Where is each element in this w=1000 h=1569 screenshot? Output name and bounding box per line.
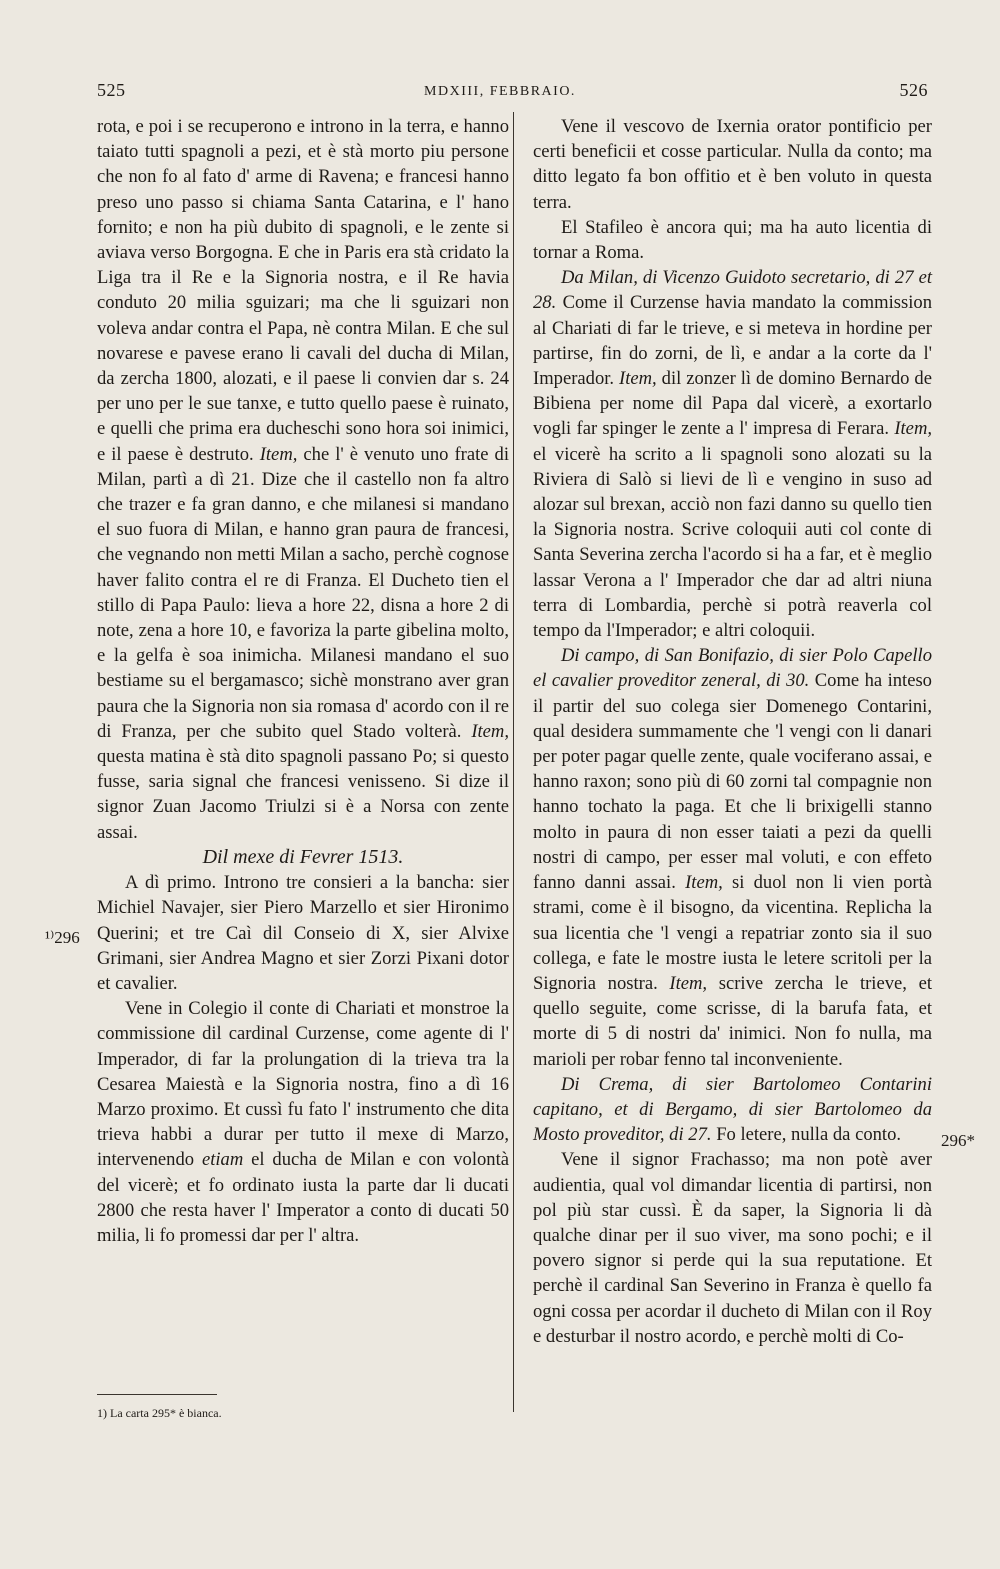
footnote-rule [97,1394,217,1395]
column-divider [513,112,514,1412]
italic-term: Item, [619,368,657,390]
paragraph [97,996,509,1248]
paragraph: Vene il vescovo de Ixernia orator pontificio per certi beneficii et cosse particular. Nulla da conto; ma ditto legato fa bon offitio et è ben voluto in questa terra. [533,116,932,213]
text-run: scrive zercha le trieve, et quello seguite, come scrisse, di la barufa fata, et morte di 5 di nostri da' inimici. Non fo nulla, ma marioli per robar fenno tal inconveniente. [533,972,932,1070]
paragraph: El Stafileo è ancora qui; ma ha auto licentia di tornar a Roma. [533,216,932,264]
right-page-number: 526 [899,80,928,100]
text-run: Vene in Colegio il conte di Chariati et monstroe la commissione dil cardinal Curzense, come agente di l' Imperador, di far la prolungation di la trieva tra la Cesarea Maiestà e la Signoria nostra, fino a dì 16 Marzo proximo. Et cussì fu fato l' instrumento che dita trieva habbi a durar per tutto il mexe di Marzo, intervenendo [97,998,509,1171]
italic-heading: Di campo, di San Bonifazio, di sier Polo Capello el cavalier proveditor zeneral, di 30. [533,645,932,692]
paragraph [533,1072,932,1148]
margin-folio-right: 296* [941,1131,975,1150]
italic-heading: Da Milan, di Vicenzo Guidoto secretario, di 27 et 28. [533,267,932,314]
italic-term: Item, [259,443,298,465]
italic-term: Item, [894,418,933,440]
text-run: el vicerè ha scrito a li spagnoli sono alozati su la Riviera di Salò si lievi de lì e vengino in suso ad alozar sul brexan, acciò non fazi danno su quello tien la Signoria nostra. Scrive coloquii auti col conte di Santa Severina zercha l'acordo si ha a far, et è meglio lassar Verona a l' Imperador che dar ad altri niuna terra di Lombardia, perchè si potrà reaverla col tempo da l'Imperador; e altri coloquii. [533,443,932,642]
margin-folio-left: ¹⁾296 [45,928,80,947]
text-run: Come il Curzense havia mandato la commission al Chariati di far le trieve, e si meteva in hordine per partirse, fin do zorni, de lì, e andar a la corte da l' Imperador. [533,292,932,390]
left-column [97,114,509,1248]
left-page-number: 525 [97,80,126,100]
italic-term: Item, [685,872,723,894]
text-run: si duol non li vien portà strami, come è il bisogno, da vicentina. Replicha la sua licentia che 'l vengi a repatriar zonto sia il suo collega, e fate le mostre iusta le letere scritoli per la Signoria nostra. [533,872,932,994]
running-title: MDXIII, FEBBRAIO. [424,84,576,99]
text-run: dil zonzer lì de domino Bernardo de Bibiena per nome dil Papa dal vicerè, a exortarlo vogli far spinger le zente a l' impresa di Ferara. [533,368,932,440]
text-run: Come ha inteso il partir del suo colega sier Domenego Contarini, qual desidera summamente che 'l vengi con li danari per poter pagar quelle zente, quale vociferano assai, e hanno raxon; sono più di 60 zorni tal compagnie non hanno tochato la paga. Et che li brixigelli stanno molto in paura di non esser taiati a pezi da quelli nostri di campo, per esser mal voluti, e con effeto fanno danni assai. [533,670,932,894]
paragraph [533,643,932,1071]
paragraph: A dì primo. Introno tre consieri a la bancha: sier Michiel Navajer, sier Piero Marzello et sier Hironimo Querini; et tre Caì dil Conseio di X, sier Alvixe Grimani, sier Andrea Magno et sier Zorzi Pixani dotor et cavalier. [97,872,509,994]
text-run: questa matina è stà dito spagnoli passano Po; si questo fusse, saria signal che francesi venisseno. Si dize il signor Zuan Jacomo Triulzi si è a Norsa con zente assai. [97,746,509,843]
text-run: che l' è venuto uno frate di Milan, partì a dì 21. Dize che il castello non fa altro che trazer e fa gran danno, e che milanesi si mandano el suo fuora di Milan, e hanno gran paura de francesi, che vegnando non metti Milan a sacho, perchè cognose haver falito contra el re di Franza. El Ducheto tien el stillo di Papa Paulo: lieva a hore 22, disna a hore 2 di note, zena a hore 10, e favoriza la parte gibelina molto, e la gelfa è soa inimicha. Milanesi mandano el suo bestiame su el bergamasco; sichè monstrano aver gran paura che la Signoria non sia romasa d' acordo con il re di Franza, per che subito quel Stado volterà. [97,443,510,742]
footnote: 1) La carta 295* è bianca. [97,1406,222,1420]
text-run: rota, e poi i se recuperono e introno in la terra, e hanno taiato tutti spagnoli a pezi, et è stà morto piu persone che non fo al fato d' arme di Ravena; e francesi hanno preso uno passo si chiama Santa Catarina, e l' hano fornito; e non ha più dubito di spagnoli, e le zente si aviava verso Borgogna. E che in Paris era stà cridato la Liga tra il Re e la Signoria nostra, e il Re havia conduto 20 milia sguizari; ma che li sguizari non voleva andar contra el Papa, nè contra Milan. E che sul novarese e pavese erano li cavali del ducha di Milan, da zercha 1800, alozati, e il paese li convien dar s. 24 per uno per le sue tanxe, e tutto quello paese è ruinato, e quelli che prima era ducheschi sono hora soi inimici, e il paese è destruto. [97,116,509,465]
italic-heading: Di Crema, di sier Bartolomeo Contarini capitano, et di Bergamo, di sier Bartolomeo da Mosto proveditor, di 27. [533,1073,932,1146]
text-run: el ducha de Milan e con volontà del vicerè; et fo ordinato iusta la parte dar li ducati 2800 che resta haver l' Imperator a conto di ducati 50 milia, li fo promessi dar per l' altra. [97,1149,509,1246]
paragraph: Vene il signor Frachasso; ma non potè aver audientia, qual vol dimandar licentia di partirsi, non pol più star cussì. È da saper, la Signoria li dà qualche dinar per il suo viver, ma sono pochi; e il povero signor si perde qui la sua reputatione. Et perchè il cardinal San Severino in Franza è quello fa ogni cossa per acordar il ducheto di Milan con il Roy e desturbar il nostro acordo, e perchè molti di Co- [533,1149,932,1347]
italic-term: Item, [669,972,708,994]
month-heading: Dil mexe di Fevrer 1513. [202,845,404,868]
italic-term: Item, [471,720,509,742]
paragraph [97,114,509,845]
right-column [533,114,932,1349]
text-run: Fo letere, nulla da conto. [716,1124,902,1146]
italic-term: etiam [201,1149,244,1171]
paragraph [533,265,932,643]
